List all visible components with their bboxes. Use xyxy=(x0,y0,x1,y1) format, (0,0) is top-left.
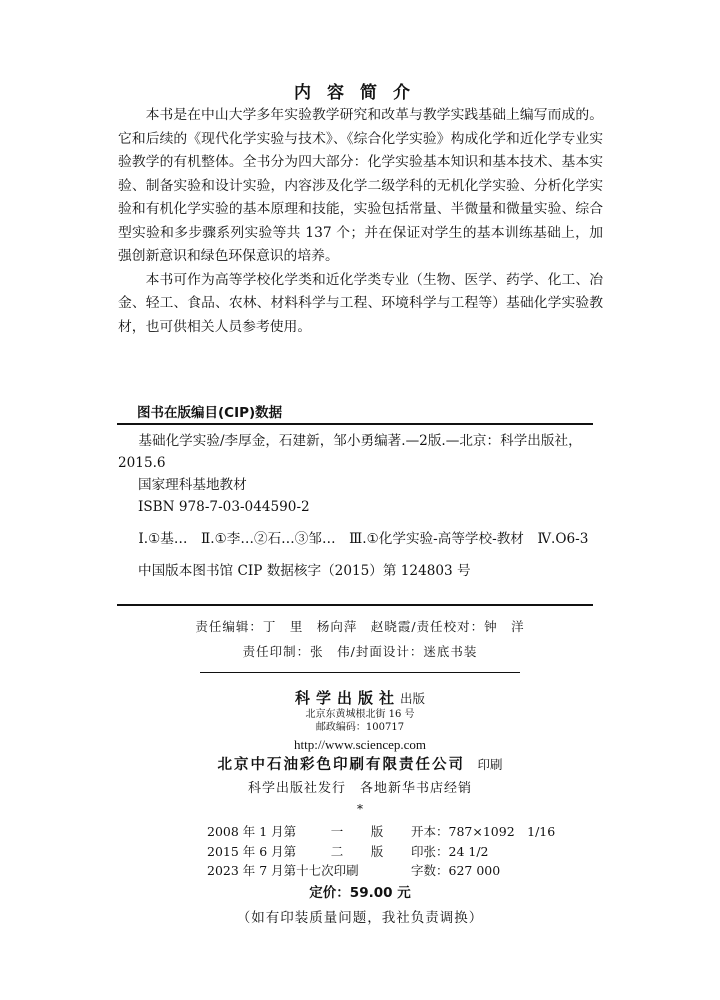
intro-text xyxy=(118,104,603,339)
cip-block xyxy=(118,430,593,582)
edition-ordinal: 二 xyxy=(330,843,344,859)
cip-isbn: ISBN 978-7-03-044590-2 xyxy=(138,499,310,515)
edition-spec: 字数：627 000 xyxy=(411,863,501,878)
edition-row xyxy=(207,842,555,862)
cip-record: 中国版本图书馆 CIP 数据核字（2015）第 124803 号 xyxy=(138,563,471,579)
publisher-name: 科学出版社 xyxy=(294,689,400,707)
edition-spec: 开本：787×1092 1/16 xyxy=(411,824,556,839)
distribution: 科学出版社发行 各地新华书店经销 xyxy=(247,781,472,796)
cip-series: 国家理科基地教材 xyxy=(138,477,247,493)
staff-line: 责任印制：张 伟/封面设计：迷底书装 xyxy=(242,644,478,659)
cip-entry: 基础化学实验/李厚金，石建新，邹小勇编著.—2版.—北京：科学出版社，2015.6 xyxy=(118,433,582,471)
edition-unit: 版 xyxy=(370,843,384,859)
separator-star: * xyxy=(357,802,363,816)
intro-paragraph: 本书是在中山大学多年实验教学研究和改革与教学实践基础上编写而成的。它和后续的《现代化学实验与技术》、《综合化学实验》构成化学和近化学专业实验教学的有机整体。全书分为四大部分：化学实验基本知识和基本技术、基本实验、制备实验和设计实验，内容涉及化学二级学科的无机化学实验、分析化学实验和有机化学实验的基本原理和技能，实验包括常量、半微量和微量实验、综合型实验和多步骤系列实验等共 137 个；并在保证对学生的基本训练基础上，加强创新意识和绿色环保意识的培养。 xyxy=(118,107,603,264)
edition-row xyxy=(207,822,555,842)
cip-heading: 图书在版编目(CIP)数据 xyxy=(137,405,283,421)
edition-date: 2015 年 6 月第 xyxy=(207,843,297,859)
printer-suffix: 印刷 xyxy=(477,757,503,772)
publisher-address: 北京东黄城根北街 16 号 xyxy=(305,709,415,720)
edition-table xyxy=(207,822,555,881)
printer-name: 北京中石油彩色印刷有限责任公司 xyxy=(217,756,465,773)
edition-row xyxy=(207,861,555,881)
edition-date: 2023 年 7 月第十七次印刷 xyxy=(207,863,359,878)
price: 定价：59.00 元 xyxy=(309,885,411,901)
intro-paragraph: 本书可作为高等学校化学类和近化学类专业（生物、医学、药学、化工、冶金、轻工、食品、农林、材料科学与工程、环境科学与工程等）基础化学实验教材，也可供相关人员参考使用。 xyxy=(118,271,603,335)
cip-classification: Ⅰ.①基… Ⅱ.①李…②石…③邹… Ⅲ.①化学实验-高等学校-教材 Ⅳ.O6-3 xyxy=(138,531,589,547)
publisher-postcode: 邮政编码：100717 xyxy=(315,722,405,733)
publisher-block xyxy=(0,688,720,816)
intro-title: 内容简介 xyxy=(294,83,426,103)
cip-bottom-rule xyxy=(117,604,593,606)
staff-credits xyxy=(0,614,720,664)
quality-notice: （如有印装质量问题，我社负责调换） xyxy=(236,910,484,926)
edition-date: 2008 年 1 月第 xyxy=(207,824,297,839)
publisher-url: http://www.sciencep.com xyxy=(293,737,426,752)
cip-top-rule xyxy=(117,423,593,425)
staff-rule xyxy=(200,672,520,673)
edition-ordinal: 一 xyxy=(330,824,344,839)
staff-line: 责任编辑：丁 里 杨向萍 赵晓霞/责任校对：钟 洋 xyxy=(195,619,525,634)
publisher-name-suffix: 出版 xyxy=(400,691,426,706)
edition-spec: 印张：24 1/2 xyxy=(411,843,489,859)
edition-unit: 版 xyxy=(370,824,384,839)
